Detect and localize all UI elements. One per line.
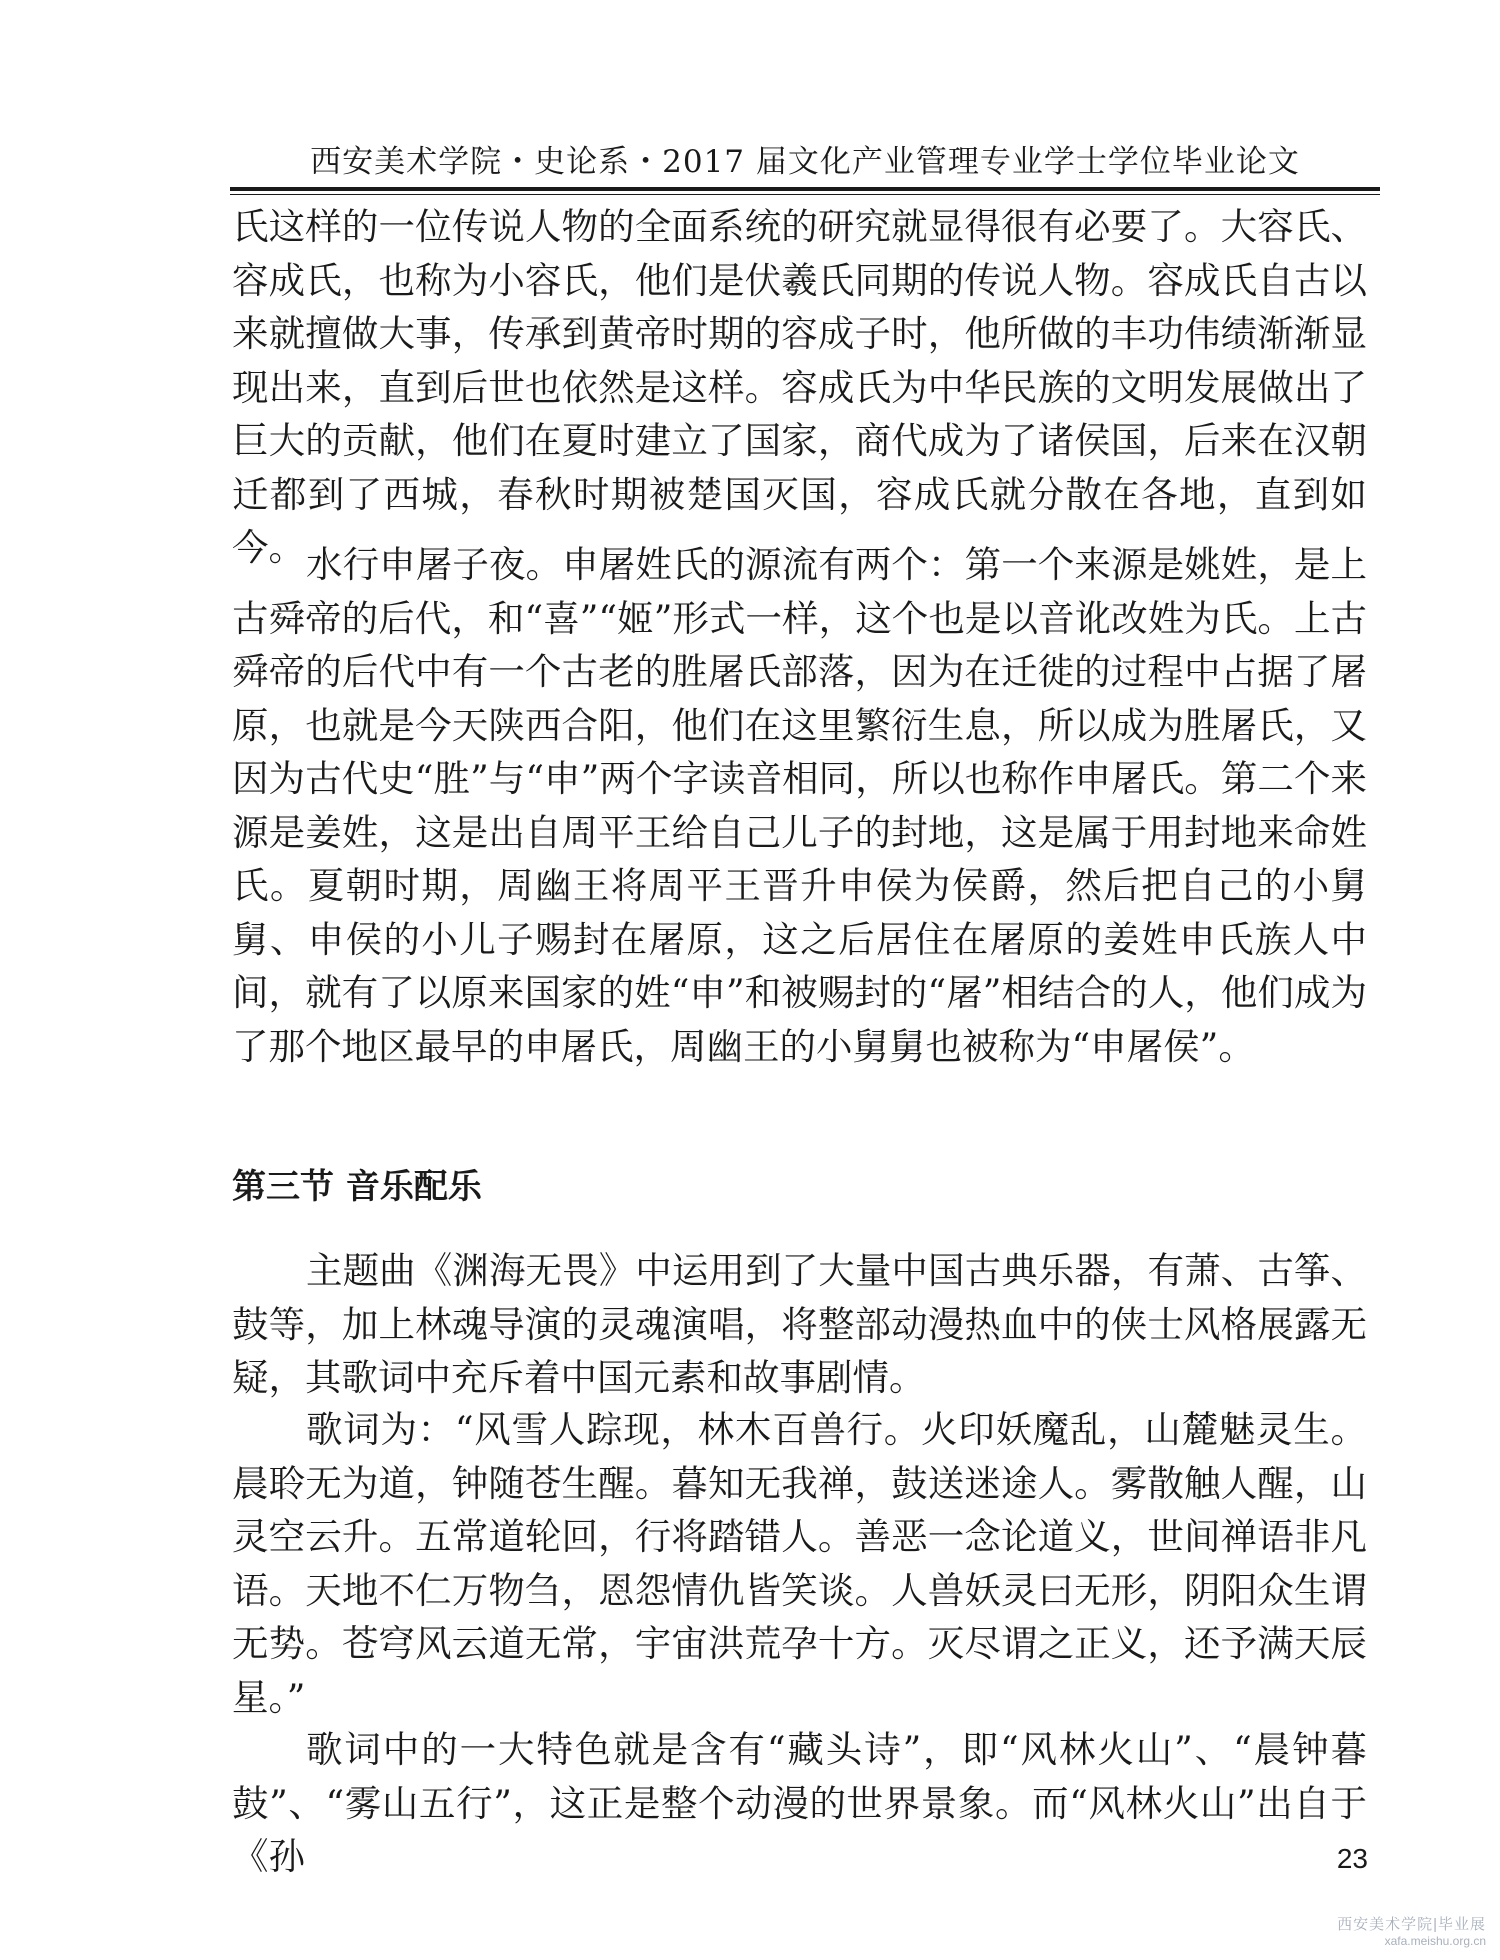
- header-rule-thin: [230, 194, 1380, 195]
- section-heading: 第三节 音乐配乐: [232, 1167, 482, 1207]
- paragraph-theme-song: 主题曲《渊海无畏》中运用到了大量中国古典乐器，有萧、古筝、鼓等，加上林魂导演的灵魂演唱，将整部动漫热血中的侠士风格展露无疑，其歌词中充斥着中国元素和故事剧情。: [232, 1249, 1367, 1399]
- page-number: 23: [1336, 1843, 1368, 1874]
- watermark-title: 西安美术学院|毕业展: [1337, 1916, 1486, 1933]
- paragraph-acrostic: 歌词中的一大特色就是含有“藏头诗”，即“风林火山”、“晨钟暮鼓”、“雾山五行”，这正是整个动漫的世界景象。而“风林火山”出自于《孙: [232, 1728, 1367, 1878]
- paragraph-intro: 氏这样的一位传说人物的全面系统的研究就显得很有必要了。大容氏、容成氏，也称为小容氏，他们是伏羲氏同期的传说人物。容成氏自古以来就擅做大事，传承到黄帝时期的容成子时，他所做的丰功伟绩渐渐显现出来，直到后世也依然是这样。容成氏为中华民族的文明发展做出了巨大的贡献，他们在夏时建立了国家，商代成为了诸侯国，后来在汉朝迁都到了西城，春秋时期被楚国灭国，容成氏就分散在各地，直到如今。: [232, 205, 1367, 569]
- watermark-url: xafa.meishu.org.cn: [1384, 1934, 1486, 1948]
- watermark-logo: [1276, 1916, 1486, 1956]
- running-header: 西安美术学院・史论系・2017 届文化产业管理专业学士学位毕业论文: [310, 144, 1300, 180]
- header-rule-thick: [230, 187, 1380, 191]
- paragraph-lyrics: 歌词为：“风雪人踪现，林木百兽行。火印妖魔乱，山麓魅灵生。晨聆无为道，钟随苍生醒。暮知无我禅，鼓送迷途人。雾散触人醒，山灵空云升。五常道轮回，行将踏错人。善恶一念论道义，世间禅语非凡语。天地不仁万物刍，恩怨情仇皆笑谈。人兽妖灵曰无形，阴阳众生谓无势。苍穹风云道无常，宇宙洪荒孕十方。灭尽谓之正义，还予满天辰星。”: [232, 1408, 1367, 1719]
- paragraph-shentu: 水行申屠子夜。申屠姓氏的源流有两个：第一个来源是姚姓，是上古舜帝的后代，和“喜”“姬”形式一样，这个也是以音讹改姓为氏。上古舜帝的后代中有一个古老的胜屠氏部落，因为在迁徙的过程中占据了屠原，也就是今天陕西合阳，他们在这里繁衍生息，所以成为胜屠氏，又因为古代史“胜”与“申”两个字读音相同，所以也称作申屠氏。第二个来源是姜姓，这是出自周平王给自己儿子的封地，这是属于用封地来命姓氏。夏朝时期，周幽王将周平王晋升申侯为侯爵，然后把自己的小舅舅、申侯的小儿子赐封在屠原，这之后居住在屠原的姜姓申氏族人中间，就有了以原来国家的姓“申”和被赐封的“屠”相结合的人，他们成为了那个地区最早的申屠氏，周幽王的小舅舅也被称为“申屠侯”。: [232, 543, 1367, 1068]
